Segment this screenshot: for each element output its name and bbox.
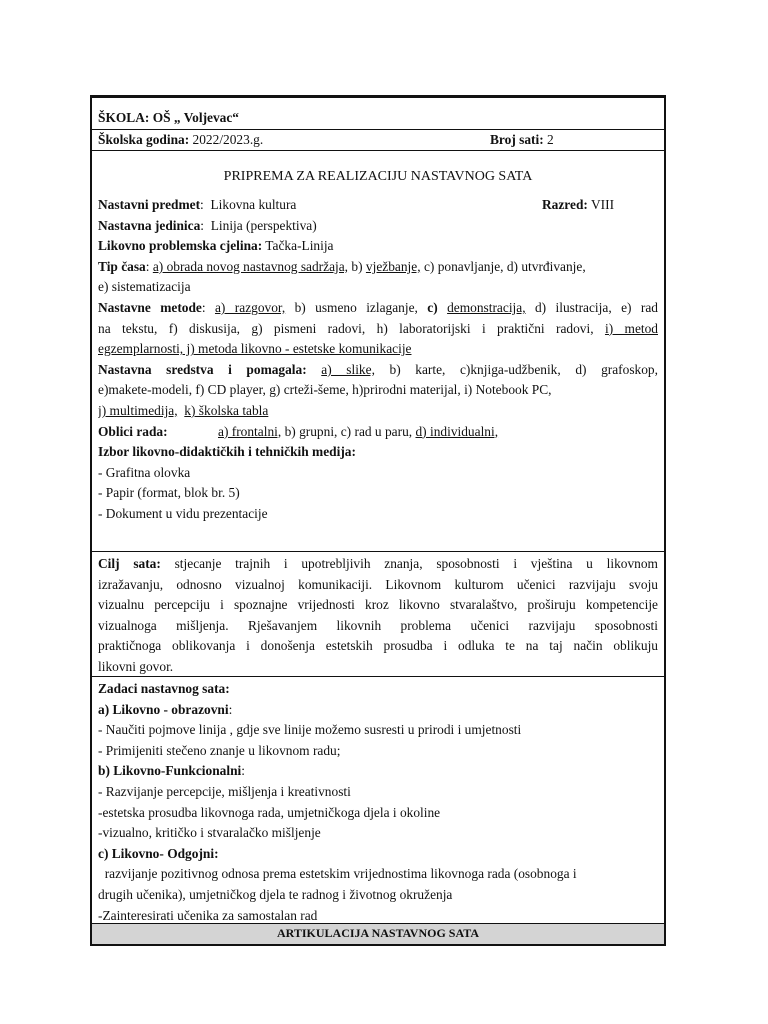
school-year-row bbox=[92, 130, 664, 151]
goal-block bbox=[92, 552, 664, 677]
subject-label: Nastavni predmet bbox=[98, 197, 201, 212]
grade-label: Razred: bbox=[542, 197, 588, 212]
school-year-value: 2022/2023.g. bbox=[192, 132, 264, 147]
task-item: -vizualno, kritičko i stvaralačko mišljenje bbox=[98, 825, 321, 841]
work-forms-a: a) frontalni, bbox=[218, 423, 282, 439]
resources-rest: b) karte, c)knjiga-udžbenik, d) grafoskop, bbox=[389, 361, 658, 377]
problem-area-value: Tačka-Linija bbox=[265, 238, 334, 254]
problem-area-label: Likovno problemska cjelina: bbox=[98, 238, 263, 254]
hours-value: 2 bbox=[547, 132, 554, 147]
grade-value: VIII bbox=[590, 197, 615, 212]
lesson-type-rest: c) ponavljanje, d) utvrđivanje, bbox=[423, 258, 586, 274]
methods-line: Nastavne metode: a) razgovor, b) usmeno izlaganje, c) demonstracija, d) ilustracija, e) rad bbox=[98, 299, 658, 315]
methods-line-2-text: na tekstu, f) diskusija, g) pismeni radovi, h) laboratorijski i praktični radovi, bbox=[98, 320, 594, 336]
goal-line-1: stjecanje trajnih i upotrebljivih znanja, sposobnosti i vještina u likovnom bbox=[174, 556, 658, 571]
task-item: - Naučiti pojmove linija , gdje sve linije možemo susresti u prirodi i umjetnosti bbox=[98, 722, 522, 738]
goal-line: praktičnoga oblikovanja i donošenja estetskih prosudba i odluka te na taj način oblikuju bbox=[98, 638, 658, 654]
task-item: drugih učenika), umjetničkog djela te radnog i životnog okruženja bbox=[98, 886, 453, 902]
goal-line bbox=[98, 554, 658, 575]
lesson-type-b: b) bbox=[351, 258, 363, 274]
unit-line: Nastavna jedinica: Linija (perspektiva) bbox=[98, 217, 317, 233]
school-year-label: Školska godina: bbox=[98, 132, 190, 147]
goal-line: likovni govor. bbox=[98, 658, 174, 674]
task-item: razvijanje pozitivnog odnosa prema estetskim vrijednostima likovnoga rada (osobnoga i bbox=[98, 866, 577, 882]
articulation-header: ARTIKULACIJA NASTAVNOG SATA bbox=[92, 924, 664, 944]
work-forms-line bbox=[98, 422, 658, 443]
task-item: - Primijeniti stečeno znanje u likovnom radu; bbox=[98, 742, 341, 758]
resources-line bbox=[98, 360, 658, 381]
hours-label: Broj sati: bbox=[490, 132, 544, 147]
resources-line-3 bbox=[98, 401, 658, 422]
resources-k: k) školska tabla bbox=[184, 402, 269, 418]
methods-line-2 bbox=[98, 319, 658, 340]
methods-rest: d) ilustracija, e) rad bbox=[534, 299, 658, 315]
school-name: OŠ „ Voljevac“ bbox=[152, 110, 240, 125]
lesson-plan-document bbox=[90, 95, 666, 946]
unit-value: Linija (perspektiva) bbox=[210, 217, 317, 233]
tasks-block bbox=[92, 677, 664, 924]
task-item: -estetska prosudba likovnoga rada, umjetničkoga djela i okoline bbox=[98, 804, 441, 820]
subject-line: Nastavni predmet: Likovna kultura Razred: VIII bbox=[98, 197, 615, 212]
problem-area-line bbox=[98, 236, 658, 257]
methods-c: c) bbox=[427, 299, 438, 315]
info-block bbox=[92, 169, 664, 552]
methods-line-3: egzemplarnosti, j) metoda likovno - estetske komunikacije bbox=[98, 341, 412, 357]
lesson-type-a: a) obrada novog nastavnog sadržaja, bbox=[152, 258, 349, 274]
resources-j: j) multimedija, bbox=[98, 402, 178, 418]
subject-value: Likovna kultura bbox=[210, 197, 297, 212]
task-item: -Zainteresirati učenika za samostalan rad bbox=[98, 907, 318, 923]
document-title: PRIPREMA ZA REALIZACIJU NASTAVNOG SATA bbox=[223, 169, 533, 184]
media-item: - Grafitna olovka bbox=[98, 464, 191, 480]
lesson-type-line: Tip časa: a) obrada novog nastavnog sadržaja, b) vježbanje, c) ponavljanje, d) utvrđivanje, bbox=[98, 258, 586, 274]
goal-line: vizualnu percepciju i spoznajne vrijednosti kroz likovno stvaralaštvo, proširuju kompetencije bbox=[98, 597, 658, 613]
methods-c-value: demonstracija, bbox=[447, 299, 526, 315]
school-row bbox=[92, 98, 664, 130]
tasks-a-heading: a) Likovno - obrazovni: bbox=[98, 701, 233, 717]
lesson-type-line-2: e) sistematizacija bbox=[98, 279, 191, 295]
resources-label: Nastavna sredstva i pomagala: bbox=[98, 361, 307, 377]
media-line bbox=[98, 442, 658, 463]
work-forms-label: Oblici rada: bbox=[98, 423, 168, 439]
lesson-type-b-value: vježbanje, bbox=[365, 258, 421, 274]
media-label: Izbor likovno-didaktičkih i tehničkih medija: bbox=[98, 444, 356, 460]
tasks-b-heading: b) Likovno-Funkcionalni: bbox=[98, 763, 245, 779]
tasks-heading: Zadaci nastavnog sata: bbox=[98, 681, 230, 696]
media-item: - Papir (format, blok br. 5) bbox=[98, 485, 240, 501]
resources-a: a) slike, bbox=[321, 361, 375, 377]
methods-b: b) usmeno izlaganje, bbox=[294, 299, 418, 315]
methods-i: i) metod bbox=[604, 320, 658, 336]
school-label: ŠKOLA: bbox=[98, 110, 150, 125]
methods-a: a) razgovor, bbox=[214, 299, 286, 315]
goal-line: vizualnoga mišljenja. Rješavanjem likovnih problema učenici razvijaju sposobnosti bbox=[98, 617, 658, 633]
resources-line-2: e)makete-modeli, f) CD player, g) crteži-šeme, h)prirodni materijal, i) Notebook PC, bbox=[98, 382, 552, 398]
goal-label: Cilj sata: bbox=[98, 556, 161, 571]
tasks-c-heading: c) Likovno- Odgojni: bbox=[98, 845, 219, 861]
work-forms-d: d) individualni, bbox=[415, 423, 499, 439]
task-item: - Razvijanje percepcije, mišljenja i kreativnosti bbox=[98, 783, 351, 799]
unit-label: Nastavna jedinica bbox=[98, 217, 201, 233]
lesson-type-label: Tip časa bbox=[98, 258, 146, 274]
work-forms-mid: b) grupni, c) rad u paru, bbox=[284, 423, 413, 439]
goal-line: izražavanju, odnosno vizualnoj komunikaciji. Likovnom kulturom učenici razvijaju svoju bbox=[98, 576, 658, 592]
media-item: - Dokument u vidu prezentacije bbox=[98, 505, 268, 521]
methods-label: Nastavne metode bbox=[98, 299, 202, 315]
